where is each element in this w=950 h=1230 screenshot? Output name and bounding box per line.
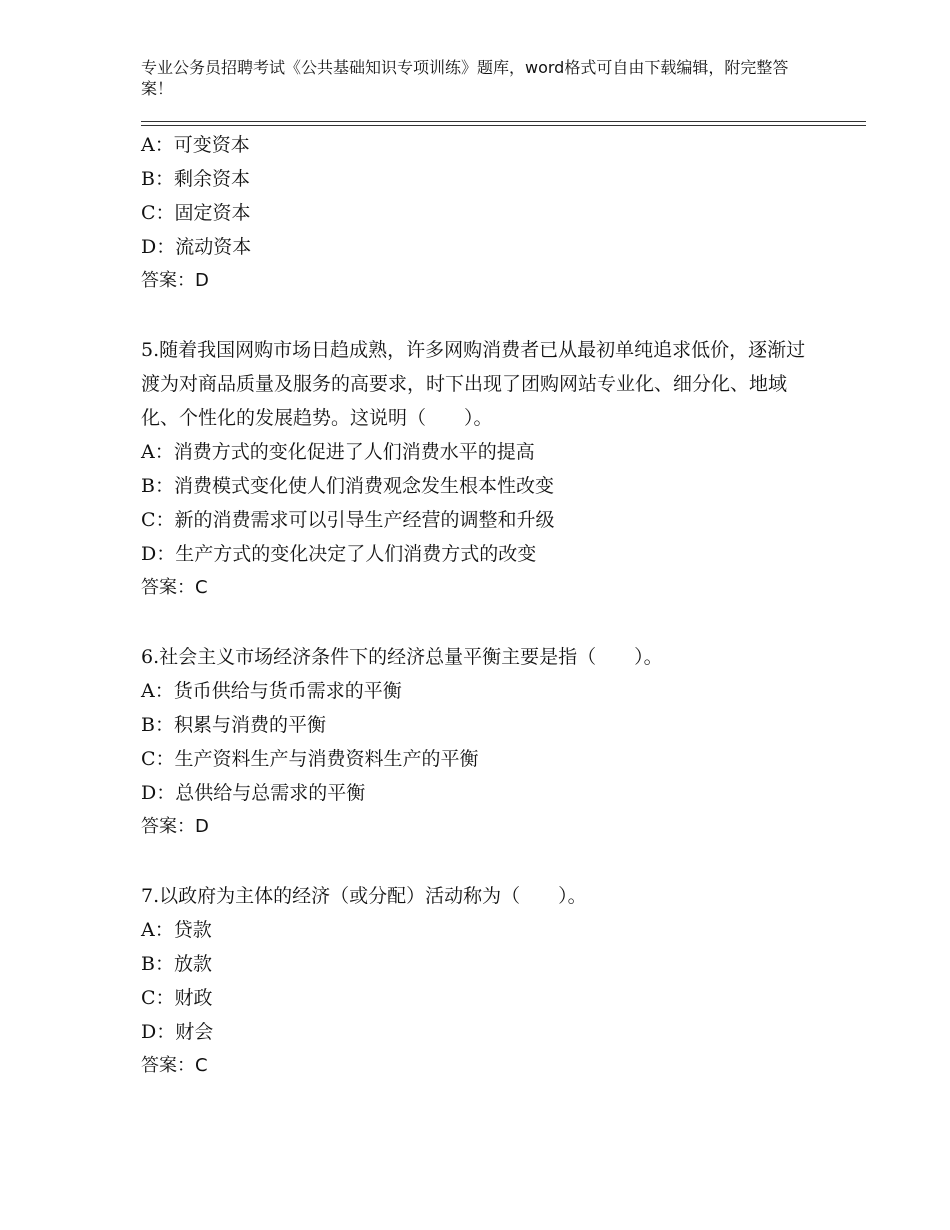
option-c: C：新的消费需求可以引导生产经营的调整和升级 <box>141 509 555 531</box>
option-c: C：财政 <box>141 987 213 1009</box>
option-b: B：积累与消费的平衡 <box>141 714 326 736</box>
option-c: C：固定资本 <box>141 202 251 224</box>
option-a: A：贷款 <box>141 919 212 941</box>
option-b: B：消费模式变化使人们消费观念发生根本性改变 <box>141 475 554 497</box>
question-block-6 <box>141 640 821 844</box>
option-b: B：剩余资本 <box>141 168 250 190</box>
spacer <box>141 605 821 640</box>
header-double-rule <box>141 121 866 126</box>
question-text: 5.随着我国网购市场日趋成熟，许多网购消费者已从最初单纯追求低价，逐渐过渡为对商品质量及服务的高要求，时下出现了团购网站专业化、细分化、地域化、个性化的发展趋势。这说明（ ）。 <box>141 339 806 429</box>
option-d: D：总供给与总需求的平衡 <box>141 782 366 804</box>
question-text: 7.以政府为主体的经济（或分配）活动称为（ ）。 <box>141 885 587 907</box>
answer-line: 答案：C <box>141 577 208 598</box>
option-a: A：消费方式的变化促进了人们消费水平的提高 <box>141 441 535 463</box>
answer-line: 答案：D <box>141 816 209 837</box>
option-a: A：可变资本 <box>141 134 250 156</box>
option-c: C：生产资料生产与消费资料生产的平衡 <box>141 748 479 770</box>
option-a: A：货币供给与货币需求的平衡 <box>141 680 402 702</box>
question-content <box>141 128 821 1083</box>
option-d: D：财会 <box>141 1021 214 1043</box>
question-block-7 <box>141 879 821 1083</box>
answer-line: 答案：D <box>141 270 209 291</box>
spacer <box>141 298 821 333</box>
page-header: 专业公务员招聘考试《公共基础知识专项训练》题库，word格式可自由下载编辑，附完整答案！ <box>141 58 789 98</box>
answer-line: 答案：C <box>141 1055 208 1076</box>
question-text: 6.社会主义市场经济条件下的经济总量平衡主要是指（ ）。 <box>141 646 663 668</box>
option-b: B：放款 <box>141 953 212 975</box>
question-block-4 <box>141 128 821 298</box>
option-d: D：流动资本 <box>141 236 252 258</box>
question-block-5 <box>141 333 821 605</box>
spacer <box>141 844 821 879</box>
option-d: D：生产方式的变化决定了人们消费方式的改变 <box>141 543 537 565</box>
